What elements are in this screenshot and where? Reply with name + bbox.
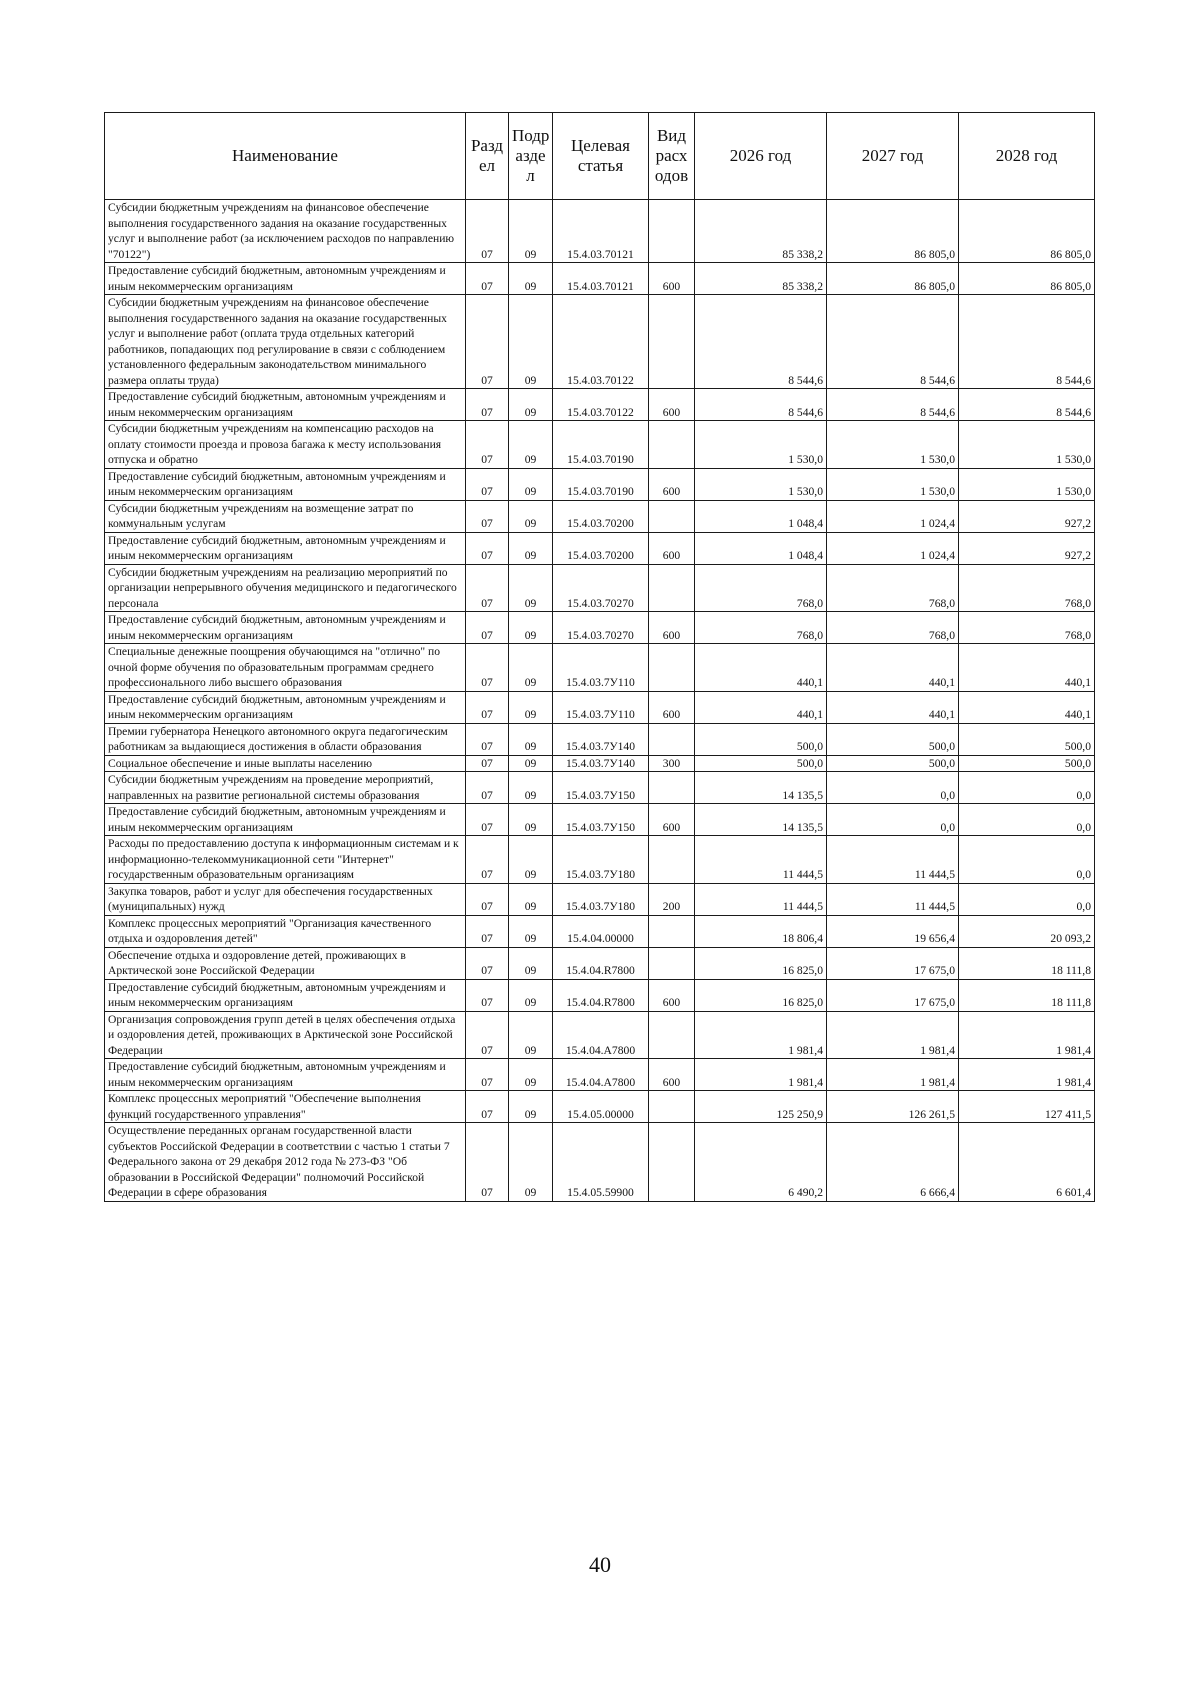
header-expense-type: Вид расх одов: [649, 113, 695, 200]
cell-year-2027: 17 675,0: [827, 947, 959, 979]
cell-year-2028: 20 093,2: [959, 915, 1095, 947]
cell-target-article: 15.4.03.7У180: [553, 883, 649, 915]
cell-year-2028: 8 544,6: [959, 295, 1095, 389]
table-row: [105, 836, 1095, 884]
cell-name: Осуществление переданных органам государственной власти субъектов Российской Федерации в соответствии с частью 1 статьи 7 Федерального закона от 29 декабря 2012 года № 273-ФЗ "Об образовании в Российской Федерации" полномочий Российской Федерации в сфере образования: [105, 1123, 466, 1202]
cell-target-article: 15.4.03.70190: [553, 468, 649, 500]
cell-expense-type: 600: [649, 804, 695, 836]
cell-expense-type: [649, 772, 695, 804]
cell-subsection: 09: [509, 836, 553, 884]
cell-section: 07: [466, 421, 509, 469]
cell-subsection: 09: [509, 389, 553, 421]
cell-section: 07: [466, 691, 509, 723]
cell-year-2027: 19 656,4: [827, 915, 959, 947]
cell-target-article: 15.4.03.7У110: [553, 644, 649, 692]
cell-section: 07: [466, 1011, 509, 1059]
table-row: [105, 947, 1095, 979]
cell-year-2027: 440,1: [827, 691, 959, 723]
cell-subsection: 09: [509, 200, 553, 263]
cell-section: 07: [466, 644, 509, 692]
cell-subsection: 09: [509, 564, 553, 612]
header-section: Разд ел: [466, 113, 509, 200]
cell-name: Субсидии бюджетным учреждениям на финансовое обеспечение выполнения государственного задания на оказание государственных услуг и выполнение работ (оплата труда отдельных категорий работников, попадающих под регулирование в связи с соблюдением установленного федеральным законодательством минимального размера оплаты труда): [105, 295, 466, 389]
cell-expense-type: 600: [649, 979, 695, 1011]
cell-year-2028: 440,1: [959, 691, 1095, 723]
cell-year-2026: 1 048,4: [695, 500, 827, 532]
cell-target-article: 15.4.03.70200: [553, 500, 649, 532]
cell-year-2028: 0,0: [959, 883, 1095, 915]
cell-section: 07: [466, 295, 509, 389]
table-row: [105, 612, 1095, 644]
cell-expense-type: 600: [649, 263, 695, 295]
cell-year-2026: 440,1: [695, 691, 827, 723]
cell-year-2027: 1 024,4: [827, 500, 959, 532]
cell-year-2027: 86 805,0: [827, 200, 959, 263]
cell-name: Обеспечение отдыха и оздоровление детей, проживающих в Арктической зоне Российской Федерации: [105, 947, 466, 979]
cell-subsection: 09: [509, 532, 553, 564]
cell-year-2028: 6 601,4: [959, 1123, 1095, 1202]
cell-year-2026: 6 490,2: [695, 1123, 827, 1202]
cell-target-article: 15.4.04.А7800: [553, 1011, 649, 1059]
cell-target-article: 15.4.03.70122: [553, 295, 649, 389]
cell-year-2028: 18 111,8: [959, 947, 1095, 979]
cell-expense-type: [649, 836, 695, 884]
cell-section: 07: [466, 468, 509, 500]
cell-section: 07: [466, 883, 509, 915]
cell-subsection: 09: [509, 1091, 553, 1123]
table-row: [105, 500, 1095, 532]
cell-year-2028: 86 805,0: [959, 200, 1095, 263]
cell-year-2028: 927,2: [959, 500, 1095, 532]
cell-name: Предоставление субсидий бюджетным, автономным учреждениям и иным некоммерческим организациям: [105, 263, 466, 295]
cell-section: 07: [466, 836, 509, 884]
cell-section: 07: [466, 1059, 509, 1091]
cell-subsection: 09: [509, 295, 553, 389]
table-row: [105, 723, 1095, 755]
cell-expense-type: [649, 564, 695, 612]
table-row: [105, 691, 1095, 723]
cell-subsection: 09: [509, 1011, 553, 1059]
cell-expense-type: [649, 644, 695, 692]
cell-expense-type: 600: [649, 389, 695, 421]
cell-section: 07: [466, 1091, 509, 1123]
cell-expense-type: [649, 421, 695, 469]
cell-name: Субсидии бюджетным учреждениям на реализацию мероприятий по организации непрерывного обучения медицинского и педагогического персонала: [105, 564, 466, 612]
cell-subsection: 09: [509, 612, 553, 644]
cell-expense-type: [649, 1011, 695, 1059]
table-row: [105, 755, 1095, 772]
header-year-2026: 2026 год: [695, 113, 827, 200]
table-row: [105, 644, 1095, 692]
cell-expense-type: [649, 723, 695, 755]
cell-year-2028: 0,0: [959, 772, 1095, 804]
cell-name: Предоставление субсидий бюджетным, автономным учреждениям и иным некоммерческим организациям: [105, 1059, 466, 1091]
cell-name: Предоставление субсидий бюджетным, автономным учреждениям и иным некоммерческим организациям: [105, 389, 466, 421]
cell-name: Предоставление субсидий бюджетным, автономным учреждениям и иным некоммерческим организациям: [105, 691, 466, 723]
cell-section: 07: [466, 755, 509, 772]
cell-year-2028: 500,0: [959, 723, 1095, 755]
cell-year-2026: 1 048,4: [695, 532, 827, 564]
table-row: [105, 200, 1095, 263]
cell-expense-type: [649, 915, 695, 947]
cell-year-2027: 768,0: [827, 612, 959, 644]
cell-target-article: 15.4.04.R7800: [553, 979, 649, 1011]
cell-year-2026: 8 544,6: [695, 295, 827, 389]
cell-year-2027: 768,0: [827, 564, 959, 612]
cell-subsection: 09: [509, 723, 553, 755]
cell-name: Субсидии бюджетным учреждениям на проведение мероприятий, направленных на развитие региональной системы образования: [105, 772, 466, 804]
cell-subsection: 09: [509, 468, 553, 500]
cell-year-2027: 6 666,4: [827, 1123, 959, 1202]
cell-year-2028: 127 411,5: [959, 1091, 1095, 1123]
page-number: 40: [589, 1552, 611, 1577]
cell-target-article: 15.4.03.70121: [553, 200, 649, 263]
cell-name: Специальные денежные поощрения обучающимся на "отлично" по очной форме обучения по образовательным программам среднего профессионального либо высшего образования: [105, 644, 466, 692]
cell-target-article: 15.4.03.7У150: [553, 804, 649, 836]
cell-subsection: 09: [509, 691, 553, 723]
cell-section: 07: [466, 612, 509, 644]
cell-target-article: 15.4.04.00000: [553, 915, 649, 947]
cell-target-article: 15.4.03.70270: [553, 564, 649, 612]
cell-target-article: 15.4.05.59900: [553, 1123, 649, 1202]
cell-target-article: 15.4.03.70122: [553, 389, 649, 421]
table-row: [105, 883, 1095, 915]
header-year-2027: 2027 год: [827, 113, 959, 200]
cell-year-2028: 1 981,4: [959, 1011, 1095, 1059]
cell-target-article: 15.4.03.7У140: [553, 755, 649, 772]
cell-target-article: 15.4.03.70200: [553, 532, 649, 564]
cell-year-2027: 8 544,6: [827, 389, 959, 421]
cell-expense-type: [649, 500, 695, 532]
table-row: [105, 468, 1095, 500]
cell-subsection: 09: [509, 755, 553, 772]
cell-year-2028: 8 544,6: [959, 389, 1095, 421]
cell-year-2026: 1 530,0: [695, 468, 827, 500]
budget-table: [104, 112, 1095, 1202]
cell-subsection: 09: [509, 947, 553, 979]
cell-section: 07: [466, 804, 509, 836]
cell-target-article: 15.4.03.7У150: [553, 772, 649, 804]
cell-year-2026: 1 981,4: [695, 1059, 827, 1091]
cell-name: Предоставление субсидий бюджетным, автономным учреждениям и иным некоммерческим организациям: [105, 532, 466, 564]
cell-target-article: 15.4.03.70121: [553, 263, 649, 295]
cell-year-2028: 0,0: [959, 804, 1095, 836]
cell-subsection: 09: [509, 772, 553, 804]
cell-target-article: 15.4.03.7У140: [553, 723, 649, 755]
cell-expense-type: 600: [649, 468, 695, 500]
cell-name: Предоставление субсидий бюджетным, автономным учреждениям и иным некоммерческим организациям: [105, 612, 466, 644]
cell-year-2026: 500,0: [695, 755, 827, 772]
cell-subsection: 09: [509, 883, 553, 915]
header-subsection: Подр азде л: [509, 113, 553, 200]
table-row: [105, 979, 1095, 1011]
cell-year-2028: 1 530,0: [959, 421, 1095, 469]
header-target-article: Целевая статья: [553, 113, 649, 200]
cell-section: 07: [466, 1123, 509, 1202]
cell-name: Предоставление субсидий бюджетным, автономным учреждениям и иным некоммерческим организациям: [105, 804, 466, 836]
table-row: [105, 1059, 1095, 1091]
cell-expense-type: 600: [649, 532, 695, 564]
table-body: [105, 200, 1095, 1202]
cell-year-2026: 85 338,2: [695, 200, 827, 263]
header-name: Наименование: [105, 113, 466, 200]
cell-target-article: 15.4.03.7У180: [553, 836, 649, 884]
budget-table-sheet: [104, 112, 1094, 1202]
cell-name: Расходы по предоставлению доступа к информационным системам и к информационно-телекоммуникационной сети "Интернет" государственным образовательным организациям: [105, 836, 466, 884]
cell-year-2027: 86 805,0: [827, 263, 959, 295]
cell-name: Комплекс процессных мероприятий "Обеспечение выполнения функций государственного управления": [105, 1091, 466, 1123]
cell-year-2028: 0,0: [959, 836, 1095, 884]
cell-year-2027: 126 261,5: [827, 1091, 959, 1123]
cell-year-2027: 8 544,6: [827, 295, 959, 389]
cell-year-2026: 14 135,5: [695, 804, 827, 836]
table-header-row: [105, 113, 1095, 200]
table-row: [105, 295, 1095, 389]
cell-name: Закупка товаров, работ и услуг для обеспечения государственных (муниципальных) нужд: [105, 883, 466, 915]
cell-year-2027: 440,1: [827, 644, 959, 692]
cell-name: Субсидии бюджетным учреждениям на компенсацию расходов на оплату стоимости проезда и провоза багажа к месту использования отпуска и обратно: [105, 421, 466, 469]
cell-year-2028: 18 111,8: [959, 979, 1095, 1011]
cell-year-2027: 1 530,0: [827, 468, 959, 500]
cell-target-article: 15.4.05.00000: [553, 1091, 649, 1123]
cell-expense-type: [649, 200, 695, 263]
cell-section: 07: [466, 723, 509, 755]
cell-year-2028: 1 981,4: [959, 1059, 1095, 1091]
cell-subsection: 09: [509, 804, 553, 836]
table-row: [105, 915, 1095, 947]
cell-year-2027: 11 444,5: [827, 836, 959, 884]
cell-year-2028: 1 530,0: [959, 468, 1095, 500]
cell-year-2026: 1 981,4: [695, 1011, 827, 1059]
cell-year-2026: 8 544,6: [695, 389, 827, 421]
cell-year-2026: 11 444,5: [695, 883, 827, 915]
cell-year-2028: 500,0: [959, 755, 1095, 772]
cell-year-2027: 1 024,4: [827, 532, 959, 564]
cell-year-2027: 17 675,0: [827, 979, 959, 1011]
cell-subsection: 09: [509, 1059, 553, 1091]
table-row: [105, 564, 1095, 612]
cell-section: 07: [466, 947, 509, 979]
cell-year-2027: 0,0: [827, 804, 959, 836]
cell-year-2026: 16 825,0: [695, 979, 827, 1011]
cell-year-2026: 1 530,0: [695, 421, 827, 469]
cell-section: 07: [466, 532, 509, 564]
cell-name: Предоставление субсидий бюджетным, автономным учреждениям и иным некоммерческим организациям: [105, 468, 466, 500]
cell-section: 07: [466, 500, 509, 532]
cell-target-article: 15.4.04.А7800: [553, 1059, 649, 1091]
cell-subsection: 09: [509, 644, 553, 692]
table-row: [105, 1123, 1095, 1202]
cell-year-2027: 1 981,4: [827, 1059, 959, 1091]
cell-year-2027: 500,0: [827, 755, 959, 772]
cell-subsection: 09: [509, 500, 553, 532]
cell-expense-type: [649, 1091, 695, 1123]
cell-year-2026: 16 825,0: [695, 947, 827, 979]
cell-subsection: 09: [509, 915, 553, 947]
table-row: [105, 1091, 1095, 1123]
cell-name: Социальное обеспечение и иные выплаты населению: [105, 755, 466, 772]
cell-expense-type: 600: [649, 612, 695, 644]
cell-year-2026: 768,0: [695, 612, 827, 644]
cell-year-2028: 927,2: [959, 532, 1095, 564]
table-row: [105, 532, 1095, 564]
cell-year-2028: 768,0: [959, 612, 1095, 644]
table-row: [105, 772, 1095, 804]
cell-section: 07: [466, 915, 509, 947]
cell-expense-type: [649, 295, 695, 389]
cell-expense-type: 600: [649, 1059, 695, 1091]
cell-year-2028: 768,0: [959, 564, 1095, 612]
cell-name: Субсидии бюджетным учреждениям на возмещение затрат по коммунальным услугам: [105, 500, 466, 532]
cell-subsection: 09: [509, 979, 553, 1011]
cell-year-2028: 86 805,0: [959, 263, 1095, 295]
cell-subsection: 09: [509, 263, 553, 295]
table-row: [105, 263, 1095, 295]
cell-year-2027: 500,0: [827, 723, 959, 755]
cell-expense-type: [649, 947, 695, 979]
cell-section: 07: [466, 263, 509, 295]
cell-year-2026: 85 338,2: [695, 263, 827, 295]
cell-name: Комплекс процессных мероприятий "Организация качественного отдыха и оздоровления детей": [105, 915, 466, 947]
cell-section: 07: [466, 564, 509, 612]
cell-subsection: 09: [509, 421, 553, 469]
cell-expense-type: 200: [649, 883, 695, 915]
cell-year-2027: 11 444,5: [827, 883, 959, 915]
table-row: [105, 1011, 1095, 1059]
table-row: [105, 389, 1095, 421]
table-row: [105, 804, 1095, 836]
cell-year-2027: 0,0: [827, 772, 959, 804]
table-row: [105, 421, 1095, 469]
cell-year-2026: 14 135,5: [695, 772, 827, 804]
cell-target-article: 15.4.03.70270: [553, 612, 649, 644]
cell-name: Субсидии бюджетным учреждениям на финансовое обеспечение выполнения государственного задания на оказание государственных услуг и выполнение работ (за исключением расходов по направлению "70122"): [105, 200, 466, 263]
cell-year-2027: 1 530,0: [827, 421, 959, 469]
cell-subsection: 09: [509, 1123, 553, 1202]
cell-year-2026: 500,0: [695, 723, 827, 755]
cell-target-article: 15.4.04.R7800: [553, 947, 649, 979]
cell-name: Предоставление субсидий бюджетным, автономным учреждениям и иным некоммерческим организациям: [105, 979, 466, 1011]
cell-section: 07: [466, 389, 509, 421]
cell-year-2026: 11 444,5: [695, 836, 827, 884]
cell-expense-type: [649, 1123, 695, 1202]
cell-expense-type: 300: [649, 755, 695, 772]
cell-expense-type: 600: [649, 691, 695, 723]
cell-year-2026: 18 806,4: [695, 915, 827, 947]
cell-name: Организация сопровождения групп детей в целях обеспечения отдыха и оздоровления детей, проживающих в Арктической зоне Российской Федерации: [105, 1011, 466, 1059]
cell-year-2027: 1 981,4: [827, 1011, 959, 1059]
cell-year-2026: 440,1: [695, 644, 827, 692]
cell-year-2026: 125 250,9: [695, 1091, 827, 1123]
cell-target-article: 15.4.03.7У110: [553, 691, 649, 723]
cell-section: 07: [466, 200, 509, 263]
cell-year-2026: 768,0: [695, 564, 827, 612]
cell-section: 07: [466, 979, 509, 1011]
cell-name: Премии губернатора Ненецкого автономного округа педагогическим работникам за выдающиеся достижения в области образования: [105, 723, 466, 755]
cell-section: 07: [466, 772, 509, 804]
header-year-2028: 2028 год: [959, 113, 1095, 200]
cell-target-article: 15.4.03.70190: [553, 421, 649, 469]
cell-year-2028: 440,1: [959, 644, 1095, 692]
